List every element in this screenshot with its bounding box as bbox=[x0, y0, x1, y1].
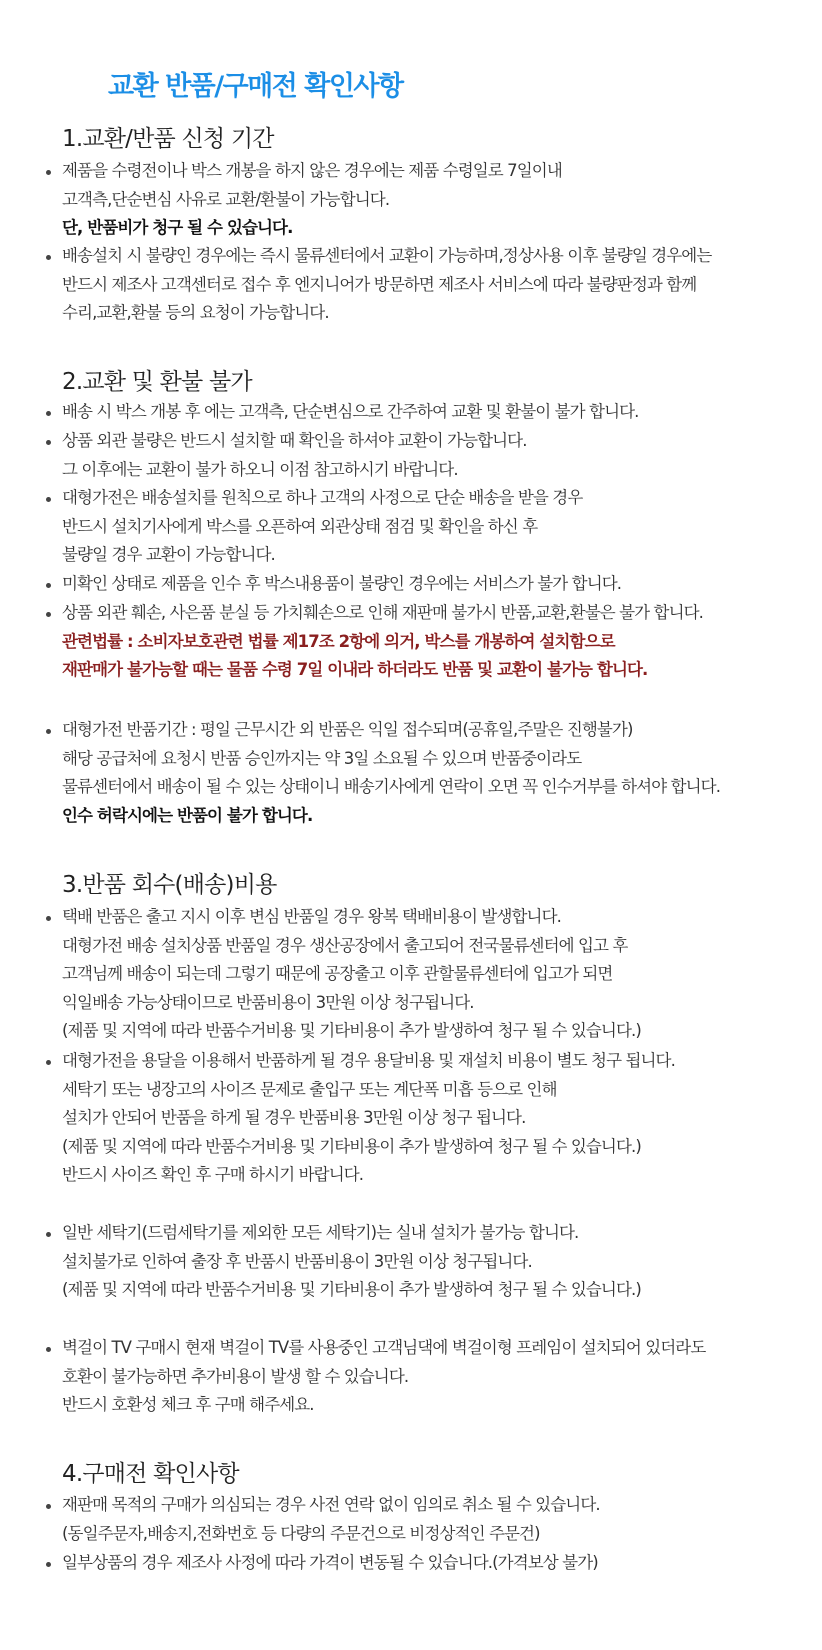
item-line: 불량일 경우 교환이 가능합니다. bbox=[62, 545, 275, 564]
item-line: 세탁기 또는 냉장고의 사이즈 문제로 출입구 또는 계단폭 미흡 등으로 인해 bbox=[62, 1079, 557, 1099]
item-line: 물류센터에서 배송이 될 수 있는 상태이니 배송기사에게 연락이 오면 꼭 인수거부를 하셔야 합니다. bbox=[62, 777, 721, 796]
list-item bbox=[46, 1491, 806, 1548]
list-item bbox=[46, 1219, 806, 1305]
bullet-icon bbox=[46, 1060, 51, 1065]
item-line: 상품 외관 훼손, 사은품 분실 등 가치훼손으로 인해 재판매 불가시 반품,교환,환불은 불가 합니다. bbox=[62, 603, 704, 622]
item-line: (제품 및 지역에 따라 반품수거비용 및 기타비용이 추가 발생하여 청구 될 수 있습니다.) bbox=[62, 1136, 641, 1156]
bullet-icon bbox=[46, 1562, 51, 1567]
item-line: 반드시 제조사 고객센터로 접수 후 엔지니어가 방문하면 제조사 서비스에 따라 불량판정과 함께 bbox=[62, 274, 697, 294]
item-line: 일반 세탁기(드럼세탁기를 제외한 모든 세탁기)는 실내 설치가 불가능 합니다. bbox=[62, 1223, 579, 1242]
item-line: 반드시 사이즈 확인 후 구매 하시기 바랍니다. bbox=[62, 1165, 364, 1184]
list-item bbox=[46, 599, 806, 685]
item-line: 대형가전 배송 설치상품 반품일 경우 생산공장에서 출고되어 전국물류센터에 입고 후 bbox=[62, 935, 628, 955]
list-item bbox=[46, 242, 806, 328]
list-item bbox=[46, 1334, 806, 1420]
item-line: 고객님께 배송이 되는데 그렇기 때문에 공장출고 이후 관할물류센터에 입고가 되면 bbox=[62, 964, 613, 983]
list-item bbox=[46, 157, 806, 243]
bullet-icon bbox=[46, 170, 51, 175]
item-line: (제품 및 지역에 따라 반품수거비용 및 기타비용이 추가 발생하여 청구 될 수 있습니다.) bbox=[62, 1280, 641, 1299]
section-heading-return-cost: 3.반품 회수(배송)비용 bbox=[62, 872, 277, 898]
item-line: 설치불가로 인하여 출장 후 반품시 반품비용이 3만원 이상 청구됩니다. bbox=[62, 1251, 532, 1271]
item-line: 상품 외관 불량은 반드시 설치할 때 확인을 하셔야 교환이 가능합니다. bbox=[62, 431, 527, 450]
list-item bbox=[46, 484, 806, 570]
bullet-icon bbox=[46, 612, 51, 617]
item-line: 대형가전 반품기간 : 평일 근무시간 외 반품은 익일 접수되며(공휴일,주말은 진행불가) bbox=[62, 720, 633, 739]
item-line: 호환이 불가능하면 추가비용이 발생 할 수 있습니다. bbox=[62, 1366, 409, 1386]
item-line: 일부상품의 경우 제조사 사정에 따라 가격이 변동될 수 있습니다.(가격보상 불가) bbox=[62, 1553, 598, 1572]
item-line: 대형가전을 용달을 이용해서 반품하게 될 경우 용달비용 및 재설치 비용이 별도 청구 됩니다. bbox=[62, 1051, 675, 1070]
list-item bbox=[46, 398, 806, 427]
bullet-icon bbox=[46, 411, 51, 416]
item-line: 고객측,단순변심 사유로 교환/환불이 가능합니다. bbox=[62, 189, 390, 209]
item-line: (동일주문자,배송지,전화번호 등 다량의 주문건으로 비정상적인 주문건) bbox=[62, 1523, 540, 1543]
bullet-icon bbox=[46, 916, 51, 921]
list-item bbox=[46, 427, 806, 484]
item-line: 재판매 목적의 구매가 의심되는 경우 사전 연락 없이 임의로 취소 될 수 있습니다. bbox=[62, 1495, 600, 1514]
bullet-icon bbox=[46, 497, 51, 502]
item-line: 대형가전은 배송설치를 원칙으로 하나 고객의 사정으로 단순 배송을 받을 경우 bbox=[62, 488, 583, 507]
item-line: 미확인 상태로 제품을 인수 후 박스내용품이 불량인 경우에는 서비스가 불가 합니다. bbox=[62, 574, 622, 593]
section-heading-exchange-period: 1.교환/반품 신청 기간 bbox=[62, 126, 274, 152]
bullet-icon bbox=[46, 1232, 51, 1237]
item-line: 반드시 호환성 체크 후 구매 해주세요. bbox=[62, 1395, 314, 1414]
list-item bbox=[46, 570, 806, 599]
item-line: 익일배송 가능상태이므로 반품비용이 3만원 이상 청구됩니다. bbox=[62, 992, 474, 1012]
list-item bbox=[46, 903, 806, 1046]
bullet-icon bbox=[46, 583, 51, 588]
section-heading-pre-purchase: 4.구매전 확인사항 bbox=[62, 1461, 239, 1487]
item-line-bold: 인수 허락시에는 반품이 불가 합니다. bbox=[62, 805, 313, 825]
list-item bbox=[46, 1047, 806, 1190]
item-line: 설치가 안되어 반품을 하게 될 경우 반품비용 3만원 이상 청구 됩니다. bbox=[62, 1108, 526, 1127]
page-title: 교환 반품/구매전 확인사항 bbox=[108, 71, 403, 102]
list-item bbox=[46, 716, 806, 830]
item-line: 해당 공급처에 요청시 반품 승인까지는 약 3일 소요될 수 있으며 반품중이라도 bbox=[62, 748, 582, 768]
item-line: 제품을 수령전이나 박스 개봉을 하지 않은 경우에는 제품 수령일로 7일이내 bbox=[62, 161, 562, 180]
item-line: 벽걸이 TV 구매시 현재 벽걸이 TV를 사용중인 고객님댁에 벽걸이형 프레임이 설치되어 있더라도 bbox=[62, 1338, 706, 1357]
bullet-icon bbox=[46, 1347, 51, 1352]
item-line: (제품 및 지역에 따라 반품수거비용 및 기타비용이 추가 발생하여 청구 될 수 있습니다.) bbox=[62, 1021, 641, 1040]
item-line: 수리,교환,환불 등의 요청이 가능합니다. bbox=[62, 303, 329, 322]
item-line: 택배 반품은 출고 지시 이후 변심 반품일 경우 왕복 택배비용이 발생합니다. bbox=[62, 907, 561, 926]
item-line: 그 이후에는 교환이 불가 하오니 이점 참고하시기 바랍니다. bbox=[62, 459, 458, 479]
legal-notice-line: 재판매가 불가능할 때는 물품 수령 7일 이내라 하더라도 반품 및 교환이 불가능 합니다. bbox=[62, 660, 648, 679]
bullet-icon bbox=[46, 1504, 51, 1509]
item-line: 배송설치 시 불량인 경우에는 즉시 물류센터에서 교환이 가능하며,정상사용 이후 불량일 경우에는 bbox=[62, 246, 712, 265]
bullet-icon bbox=[46, 440, 51, 445]
item-line: 반드시 설치기사에게 박스를 오픈하여 외관상태 점검 및 확인을 하신 후 bbox=[62, 516, 538, 536]
item-line: 배송 시 박스 개봉 후 에는 고객측, 단순변심으로 간주하여 교환 및 환불이 불가 합니다. bbox=[62, 402, 639, 421]
list-item bbox=[46, 1549, 806, 1578]
bullet-icon bbox=[46, 255, 51, 260]
bullet-icon bbox=[46, 729, 51, 734]
legal-notice-line: 관련법률 : 소비자보호관련 법률 제17조 2항에 의거, 박스를 개봉하여 설치함으로 bbox=[62, 631, 615, 651]
section-heading-no-exchange: 2.교환 및 환불 불가 bbox=[62, 369, 252, 395]
item-line-bold: 단, 반품비가 청구 될 수 있습니다. bbox=[62, 218, 293, 237]
